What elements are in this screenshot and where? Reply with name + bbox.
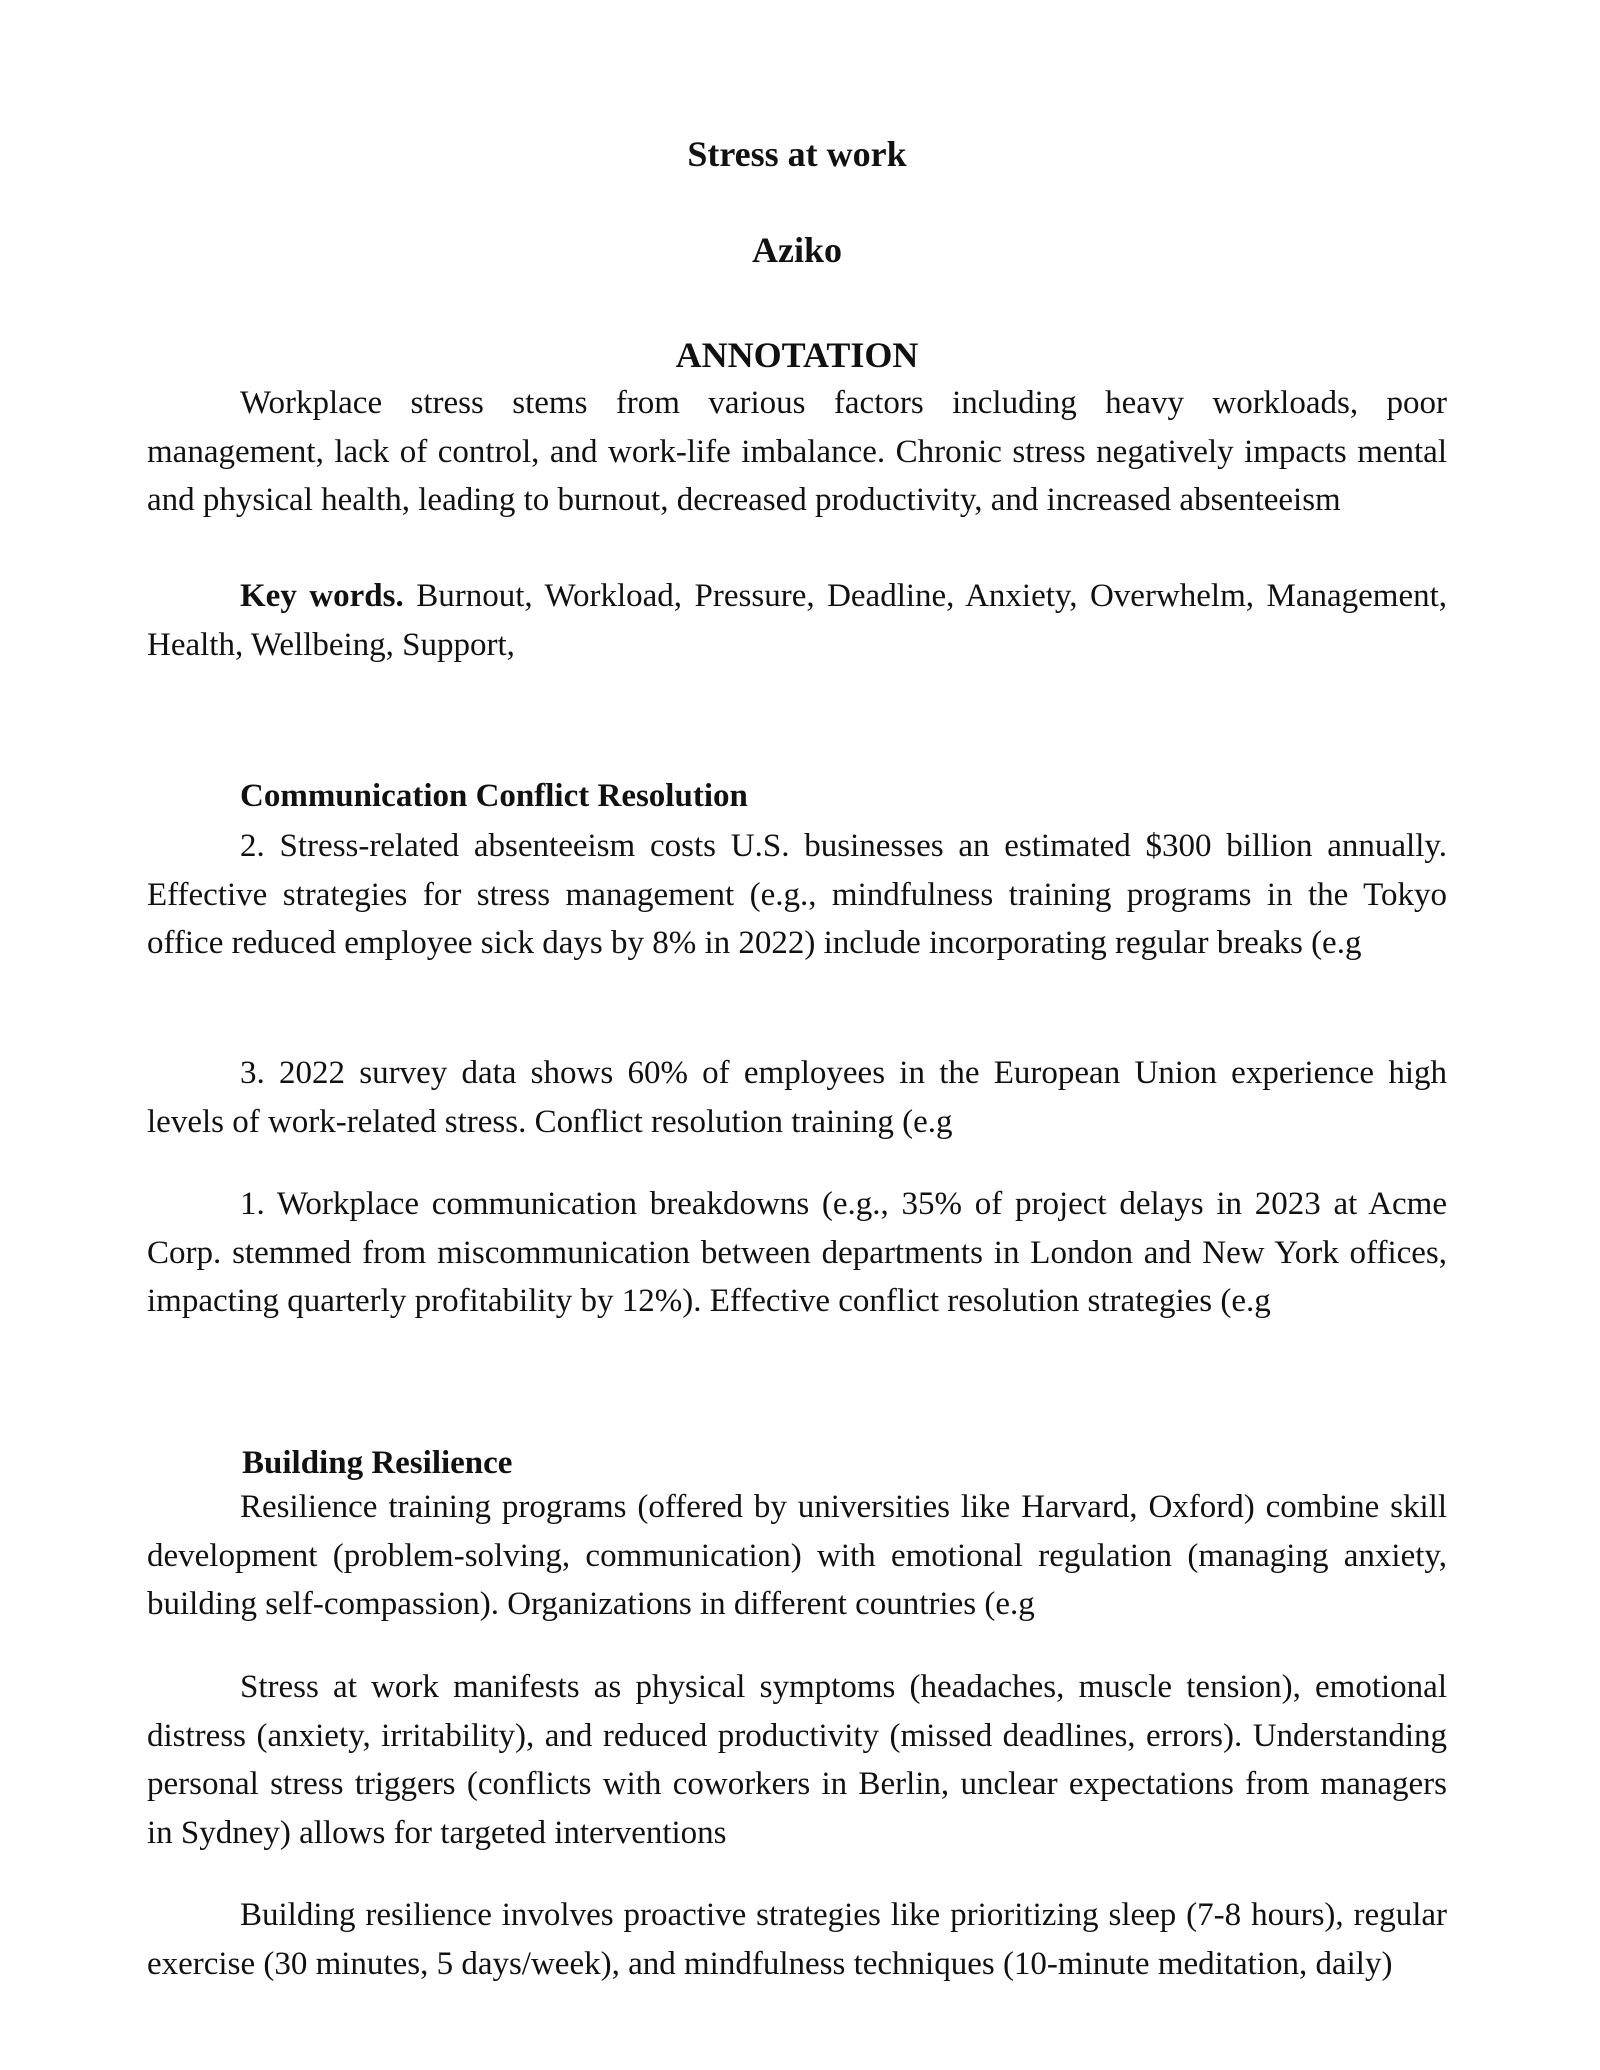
section1-paragraph-1: 2. Stress-related absenteeism costs U.S. businesses an estimated $300 billion annually. Effective strategies for stress management (e.g., mindfulness training programs in the Tokyo office reduced employee sick days by 8% in 2022) include incorporating regular breaks (e.g	[147, 828, 1447, 961]
section2-paragraph-3: Building resilience involves proactive strategies like prioritizing sleep (7-8 hours), regular exercise (30 minutes, 5 days/week), and mindfulness techniques (10-minute meditation, daily)	[147, 1897, 1447, 1982]
annotation-heading: ANNOTATION	[675, 335, 919, 375]
annotation-text: Workplace stress stems from various factors including heavy workloads, poor management, lack of control, and work-life imbalance. Chronic stress negatively impacts mental and physical health, leading to burnout, decreased productivity, and increased absenteeism	[147, 385, 1447, 518]
keywords-label: Key words.	[240, 578, 404, 614]
section-heading-communication: Communication Conflict Resolution	[240, 778, 748, 814]
section2-paragraph-2: Stress at work manifests as physical symptoms (headaches, muscle tension), emotional distress (anxiety, irritability), and reduced productivity (missed deadlines, errors). Understanding personal stress triggers (conflicts with coworkers in Berlin, unclear expectations from managers in Sydney) allows for targeted interventions	[147, 1669, 1447, 1851]
section1-paragraph-2: 3. 2022 survey data shows 60% of employees in the European Union experience high levels of work-related stress. Conflict resolution training (e.g	[147, 1055, 1447, 1140]
keywords-text: Burnout, Workload, Pressure, Deadline, Anxiety, Overwhelm, Management, Health, Wellbeing, Support,	[147, 578, 1448, 663]
document-title: Stress at work	[687, 134, 907, 174]
keywords-paragraph	[147, 572, 1447, 669]
section1-paragraph-3: 1. Workplace communication breakdowns (e.g., 35% of project delays in 2023 at Acme Corp. stemmed from miscommunication between departments in London and New York offices, impacting quarterly profitability by 12%). Effective conflict resolution strategies (e.g	[147, 1186, 1447, 1319]
section2-paragraph-1: Resilience training programs (offered by universities like Harvard, Oxford) combine skill development (problem-solving, communication) with emotional regulation (managing anxiety, building self-compassion). Organizations in different countries (e.g	[147, 1489, 1447, 1622]
section-heading-resilience: Building Resilience	[242, 1445, 513, 1481]
author-name: Aziko	[752, 230, 842, 270]
